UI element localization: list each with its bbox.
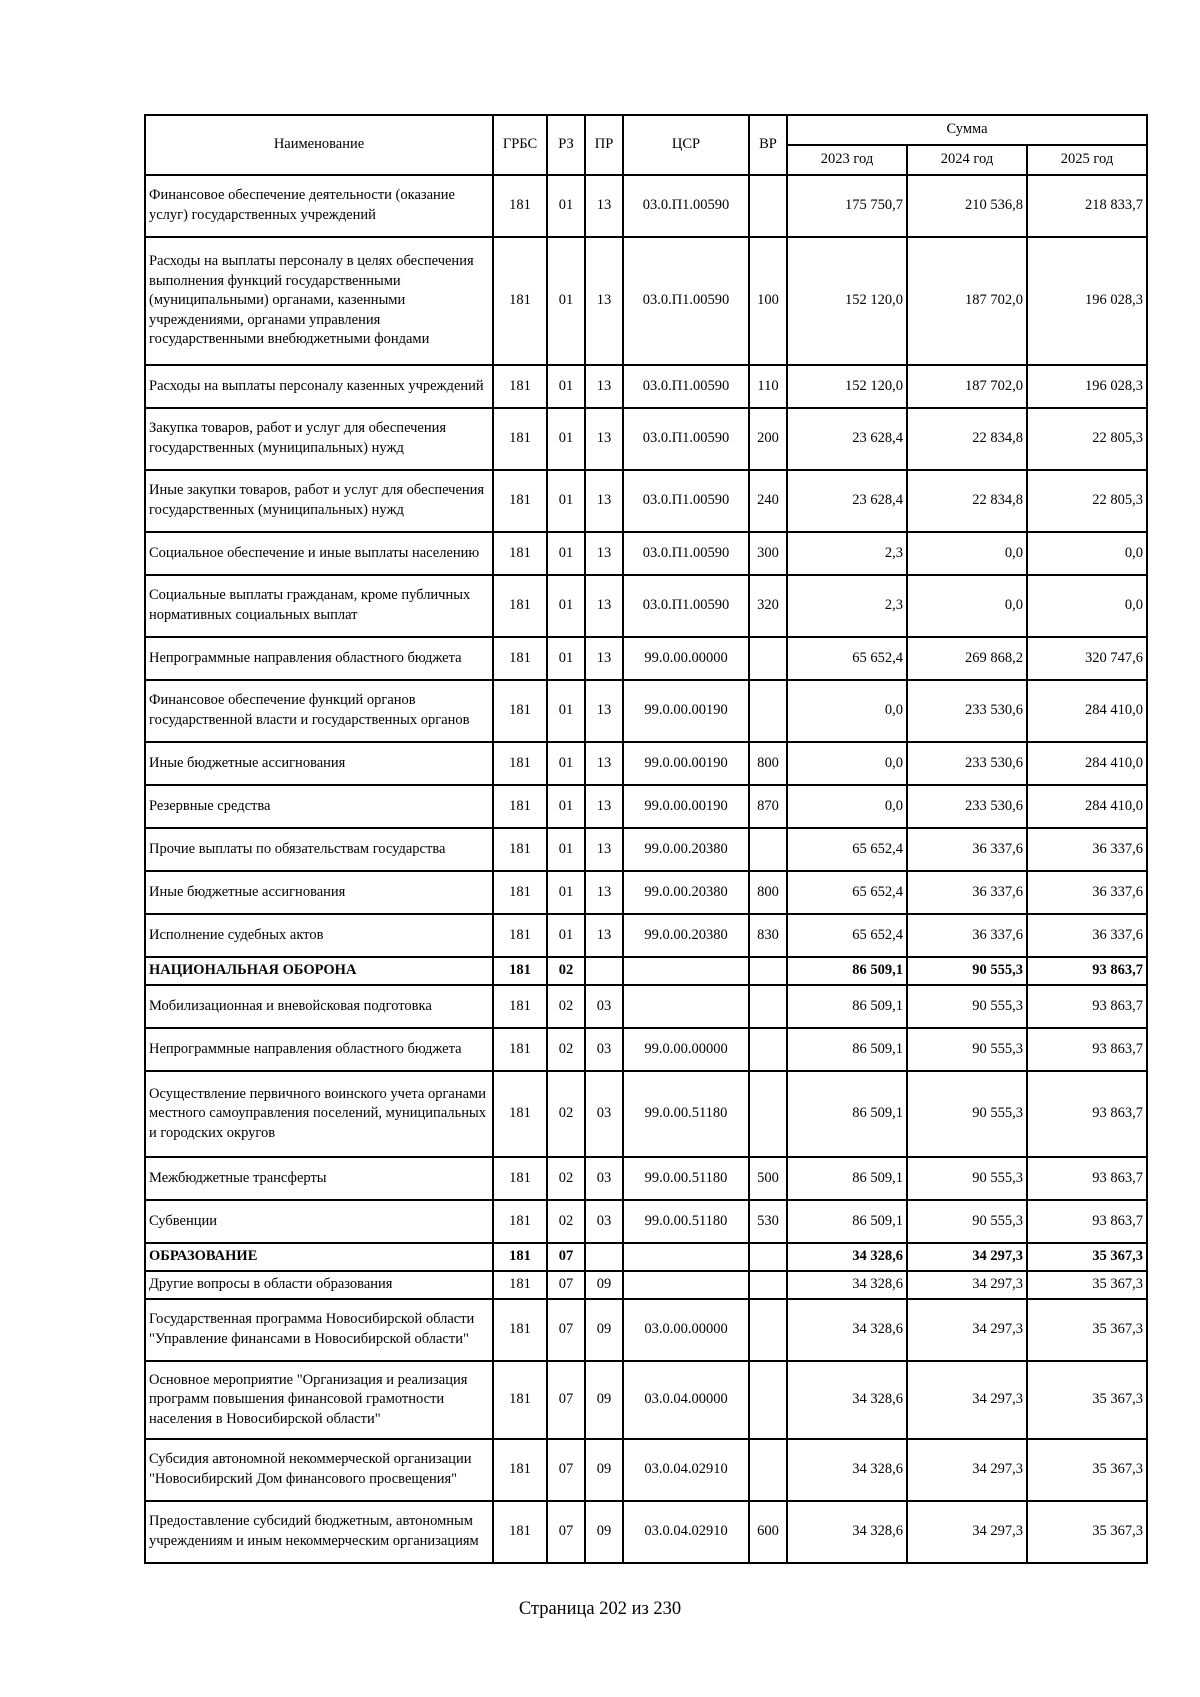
cell-name: Закупка товаров, работ и услуг для обеспечения государственных (муниципальных) нужд: [145, 408, 493, 470]
cell-name: Государственная программа Новосибирской области "Управление финансами в Новосибирской области": [145, 1299, 493, 1361]
cell-sum-2024: 34 297,3: [907, 1439, 1027, 1501]
cell-grbs: 181: [493, 575, 547, 637]
cell-name: Непрограммные направления областного бюджета: [145, 637, 493, 680]
cell-sum-2023: 0,0: [787, 680, 907, 742]
cell-sum-2023: 0,0: [787, 742, 907, 785]
cell-sum-2024: 90 555,3: [907, 985, 1027, 1028]
cell-vr: 800: [749, 742, 787, 785]
cell-vr: [749, 1271, 787, 1299]
budget-table: [144, 114, 1148, 1564]
cell-sum-2023: 2,3: [787, 532, 907, 575]
cell-vr: 800: [749, 871, 787, 914]
cell-sum-2024: 90 555,3: [907, 1200, 1027, 1243]
cell-rz: 01: [547, 680, 585, 742]
cell-sum-2023: 86 509,1: [787, 1157, 907, 1200]
cell-sum-2025: 35 367,3: [1027, 1271, 1147, 1299]
cell-vr: [749, 1028, 787, 1071]
cell-name: Иные бюджетные ассигнования: [145, 742, 493, 785]
cell-vr: [749, 957, 787, 985]
cell-csr: 99.0.00.51180: [623, 1200, 749, 1243]
cell-grbs: 181: [493, 237, 547, 365]
cell-sum-2025: 93 863,7: [1027, 1200, 1147, 1243]
cell-pr: 13: [585, 532, 623, 575]
cell-pr: 13: [585, 742, 623, 785]
header-year-2025: 2025 год: [1027, 145, 1147, 175]
cell-csr: [623, 957, 749, 985]
cell-csr: 99.0.00.51180: [623, 1071, 749, 1157]
cell-rz: 02: [547, 1028, 585, 1071]
cell-sum-2023: 86 509,1: [787, 1071, 907, 1157]
cell-csr: 03.0.П1.00590: [623, 470, 749, 532]
cell-name: Прочие выплаты по обязательствам государства: [145, 828, 493, 871]
cell-sum-2023: 65 652,4: [787, 871, 907, 914]
cell-sum-2025: 35 367,3: [1027, 1361, 1147, 1439]
cell-pr: 03: [585, 1071, 623, 1157]
cell-sum-2025: 284 410,0: [1027, 785, 1147, 828]
cell-grbs: 181: [493, 470, 547, 532]
cell-sum-2024: 233 530,6: [907, 785, 1027, 828]
cell-vr: [749, 1439, 787, 1501]
cell-csr: 99.0.00.00190: [623, 785, 749, 828]
table-row: [145, 914, 1147, 957]
cell-sum-2023: 34 328,6: [787, 1439, 907, 1501]
cell-rz: 01: [547, 828, 585, 871]
table-row: [145, 985, 1147, 1028]
table-row: [145, 680, 1147, 742]
cell-vr: 830: [749, 914, 787, 957]
cell-sum-2024: 269 868,2: [907, 637, 1027, 680]
header-name: Наименование: [145, 115, 493, 175]
cell-sum-2024: 90 555,3: [907, 957, 1027, 985]
cell-vr: [749, 175, 787, 237]
header-pr: ПР: [585, 115, 623, 175]
table-row: [145, 408, 1147, 470]
cell-rz: 01: [547, 532, 585, 575]
table-body: [145, 175, 1147, 1563]
cell-sum-2025: 284 410,0: [1027, 680, 1147, 742]
cell-grbs: 181: [493, 1243, 547, 1271]
cell-pr: 09: [585, 1299, 623, 1361]
cell-sum-2025: 93 863,7: [1027, 1028, 1147, 1071]
table-row: [145, 532, 1147, 575]
cell-grbs: 181: [493, 532, 547, 575]
table-row: [145, 1501, 1147, 1563]
cell-grbs: 181: [493, 871, 547, 914]
cell-csr: 03.0.00.00000: [623, 1299, 749, 1361]
table-row: [145, 637, 1147, 680]
cell-sum-2023: 34 328,6: [787, 1501, 907, 1563]
cell-name: Социальные выплаты гражданам, кроме публичных нормативных социальных выплат: [145, 575, 493, 637]
cell-sum-2025: 35 367,3: [1027, 1439, 1147, 1501]
cell-sum-2025: 196 028,3: [1027, 237, 1147, 365]
table-row: [145, 1439, 1147, 1501]
cell-sum-2024: 34 297,3: [907, 1361, 1027, 1439]
cell-grbs: 181: [493, 1501, 547, 1563]
cell-sum-2024: 36 337,6: [907, 914, 1027, 957]
cell-name: Расходы на выплаты персоналу в целях обеспечения выполнения функций государственными (муниципальными) органами, казенными учреждениями, органами управления государственными внебюджетными фондами: [145, 237, 493, 365]
cell-csr: [623, 985, 749, 1028]
cell-sum-2024: 233 530,6: [907, 742, 1027, 785]
cell-grbs: 181: [493, 1157, 547, 1200]
cell-rz: 07: [547, 1243, 585, 1271]
cell-name: Мобилизационная и вневойсковая подготовка: [145, 985, 493, 1028]
cell-grbs: 181: [493, 637, 547, 680]
cell-grbs: 181: [493, 1299, 547, 1361]
cell-sum-2024: 210 536,8: [907, 175, 1027, 237]
cell-rz: 07: [547, 1299, 585, 1361]
cell-name: НАЦИОНАЛЬНАЯ ОБОРОНА: [145, 957, 493, 985]
table-row: [145, 470, 1147, 532]
cell-rz: 01: [547, 237, 585, 365]
cell-pr: 13: [585, 680, 623, 742]
cell-csr: 99.0.00.00190: [623, 680, 749, 742]
cell-grbs: 181: [493, 1439, 547, 1501]
cell-sum-2023: 175 750,7: [787, 175, 907, 237]
cell-vr: [749, 680, 787, 742]
cell-rz: 07: [547, 1271, 585, 1299]
cell-name: Финансовое обеспечение функций органов государственной власти и государственных органов: [145, 680, 493, 742]
cell-pr: [585, 957, 623, 985]
cell-sum-2023: 0,0: [787, 785, 907, 828]
cell-sum-2024: 22 834,8: [907, 408, 1027, 470]
cell-csr: 03.0.П1.00590: [623, 237, 749, 365]
cell-sum-2025: 93 863,7: [1027, 957, 1147, 985]
cell-rz: 07: [547, 1501, 585, 1563]
cell-csr: 99.0.00.00190: [623, 742, 749, 785]
cell-name: Финансовое обеспечение деятельности (оказание услуг) государственных учреждений: [145, 175, 493, 237]
cell-pr: 09: [585, 1361, 623, 1439]
cell-pr: 09: [585, 1501, 623, 1563]
table-row: [145, 1071, 1147, 1157]
cell-sum-2023: 34 328,6: [787, 1271, 907, 1299]
cell-sum-2025: 36 337,6: [1027, 914, 1147, 957]
cell-vr: [749, 1243, 787, 1271]
cell-sum-2025: 93 863,7: [1027, 1157, 1147, 1200]
cell-csr: 03.0.04.02910: [623, 1501, 749, 1563]
cell-grbs: 181: [493, 680, 547, 742]
header-sum: Сумма: [787, 115, 1147, 145]
cell-sum-2024: 34 297,3: [907, 1243, 1027, 1271]
cell-sum-2024: 233 530,6: [907, 680, 1027, 742]
cell-rz: 01: [547, 470, 585, 532]
cell-name: Предоставление субсидий бюджетным, автономным учреждениям и иным некоммерческим организациям: [145, 1501, 493, 1563]
cell-vr: [749, 985, 787, 1028]
cell-name: Непрограммные направления областного бюджета: [145, 1028, 493, 1071]
cell-name: Иные бюджетные ассигнования: [145, 871, 493, 914]
cell-sum-2023: 2,3: [787, 575, 907, 637]
cell-sum-2025: 196 028,3: [1027, 365, 1147, 408]
cell-csr: [623, 1271, 749, 1299]
cell-vr: [749, 828, 787, 871]
cell-vr: 240: [749, 470, 787, 532]
cell-grbs: 181: [493, 914, 547, 957]
table-row: [145, 175, 1147, 237]
cell-pr: 13: [585, 828, 623, 871]
cell-vr: [749, 1299, 787, 1361]
cell-vr: 530: [749, 1200, 787, 1243]
cell-sum-2023: 34 328,6: [787, 1243, 907, 1271]
cell-grbs: 181: [493, 1071, 547, 1157]
cell-sum-2023: 23 628,4: [787, 408, 907, 470]
table-row: [145, 1299, 1147, 1361]
cell-vr: [749, 637, 787, 680]
cell-csr: 99.0.00.00000: [623, 637, 749, 680]
cell-sum-2024: 0,0: [907, 575, 1027, 637]
header-year-2024: 2024 год: [907, 145, 1027, 175]
cell-sum-2025: 22 805,3: [1027, 470, 1147, 532]
header-csr: ЦСР: [623, 115, 749, 175]
cell-pr: 13: [585, 575, 623, 637]
table-row: [145, 871, 1147, 914]
table-row: [145, 957, 1147, 985]
cell-sum-2024: 90 555,3: [907, 1028, 1027, 1071]
cell-sum-2023: 86 509,1: [787, 957, 907, 985]
table-row: [145, 785, 1147, 828]
cell-vr: [749, 1361, 787, 1439]
cell-rz: 01: [547, 365, 585, 408]
cell-rz: 02: [547, 985, 585, 1028]
cell-rz: 01: [547, 785, 585, 828]
cell-csr: 99.0.00.20380: [623, 914, 749, 957]
cell-grbs: 181: [493, 828, 547, 871]
cell-grbs: 181: [493, 742, 547, 785]
cell-grbs: 181: [493, 1028, 547, 1071]
cell-grbs: 181: [493, 985, 547, 1028]
cell-pr: 13: [585, 470, 623, 532]
cell-vr: 300: [749, 532, 787, 575]
cell-pr: 13: [585, 914, 623, 957]
cell-pr: 03: [585, 985, 623, 1028]
table-row: [145, 742, 1147, 785]
cell-sum-2025: 284 410,0: [1027, 742, 1147, 785]
cell-name: Субсидия автономной некоммерческой организации "Новосибирский Дом финансового просвещения": [145, 1439, 493, 1501]
table-row: [145, 237, 1147, 365]
cell-sum-2023: 152 120,0: [787, 237, 907, 365]
cell-vr: 500: [749, 1157, 787, 1200]
cell-rz: 01: [547, 408, 585, 470]
header-rz: РЗ: [547, 115, 585, 175]
cell-name: Осуществление первичного воинского учета органами местного самоуправления поселений, муниципальных и городских округов: [145, 1071, 493, 1157]
cell-rz: 01: [547, 914, 585, 957]
cell-name: Исполнение судебных актов: [145, 914, 493, 957]
cell-rz: 01: [547, 575, 585, 637]
cell-name: Другие вопросы в области образования: [145, 1271, 493, 1299]
cell-pr: [585, 1243, 623, 1271]
cell-rz: 07: [547, 1439, 585, 1501]
cell-sum-2024: 187 702,0: [907, 365, 1027, 408]
cell-pr: 13: [585, 637, 623, 680]
cell-sum-2024: 34 297,3: [907, 1501, 1027, 1563]
cell-csr: 03.0.04.00000: [623, 1361, 749, 1439]
cell-pr: 13: [585, 175, 623, 237]
cell-sum-2025: 0,0: [1027, 575, 1147, 637]
cell-sum-2024: 22 834,8: [907, 470, 1027, 532]
cell-sum-2025: 218 833,7: [1027, 175, 1147, 237]
cell-pr: 13: [585, 871, 623, 914]
cell-csr: 03.0.П1.00590: [623, 575, 749, 637]
cell-vr: 200: [749, 408, 787, 470]
cell-grbs: 181: [493, 1200, 547, 1243]
cell-name: Субвенции: [145, 1200, 493, 1243]
cell-rz: 02: [547, 957, 585, 985]
cell-pr: 13: [585, 237, 623, 365]
cell-pr: 03: [585, 1157, 623, 1200]
cell-csr: 99.0.00.20380: [623, 828, 749, 871]
cell-csr: 03.0.П1.00590: [623, 175, 749, 237]
cell-sum-2023: 34 328,6: [787, 1299, 907, 1361]
cell-sum-2023: 86 509,1: [787, 985, 907, 1028]
cell-vr: [749, 1071, 787, 1157]
cell-sum-2023: 65 652,4: [787, 828, 907, 871]
cell-grbs: 181: [493, 1271, 547, 1299]
cell-grbs: 181: [493, 957, 547, 985]
cell-grbs: 181: [493, 365, 547, 408]
cell-csr: [623, 1243, 749, 1271]
header-year-2023: 2023 год: [787, 145, 907, 175]
table-row: [145, 365, 1147, 408]
cell-sum-2025: 320 747,6: [1027, 637, 1147, 680]
cell-name: Основное мероприятие "Организация и реализация программ повышения финансовой грамотности населения в Новосибирской области": [145, 1361, 493, 1439]
cell-vr: 870: [749, 785, 787, 828]
cell-rz: 07: [547, 1361, 585, 1439]
cell-csr: 99.0.00.00000: [623, 1028, 749, 1071]
table-row: [145, 1271, 1147, 1299]
cell-rz: 02: [547, 1071, 585, 1157]
cell-csr: 03.0.П1.00590: [623, 532, 749, 575]
cell-name: Межбюджетные трансферты: [145, 1157, 493, 1200]
cell-grbs: 181: [493, 175, 547, 237]
cell-pr: 13: [585, 785, 623, 828]
cell-grbs: 181: [493, 785, 547, 828]
cell-vr: 600: [749, 1501, 787, 1563]
table-row: [145, 1157, 1147, 1200]
cell-sum-2023: 152 120,0: [787, 365, 907, 408]
header-vr: ВР: [749, 115, 787, 175]
cell-sum-2025: 93 863,7: [1027, 1071, 1147, 1157]
cell-sum-2023: 65 652,4: [787, 637, 907, 680]
cell-pr: 13: [585, 365, 623, 408]
cell-vr: 110: [749, 365, 787, 408]
cell-sum-2024: 90 555,3: [907, 1157, 1027, 1200]
cell-sum-2023: 23 628,4: [787, 470, 907, 532]
cell-sum-2025: 93 863,7: [1027, 985, 1147, 1028]
cell-name: Резервные средства: [145, 785, 493, 828]
cell-sum-2024: 34 297,3: [907, 1271, 1027, 1299]
table-row: [145, 1243, 1147, 1271]
cell-sum-2024: 36 337,6: [907, 871, 1027, 914]
cell-rz: 01: [547, 175, 585, 237]
table-row: [145, 575, 1147, 637]
cell-csr: 03.0.П1.00590: [623, 408, 749, 470]
cell-vr: 320: [749, 575, 787, 637]
cell-sum-2024: 36 337,6: [907, 828, 1027, 871]
cell-sum-2024: 90 555,3: [907, 1071, 1027, 1157]
cell-rz: 01: [547, 742, 585, 785]
cell-sum-2024: 0,0: [907, 532, 1027, 575]
cell-sum-2023: 65 652,4: [787, 914, 907, 957]
table-row: [145, 1361, 1147, 1439]
header-grbs: ГРБС: [493, 115, 547, 175]
cell-csr: 99.0.00.51180: [623, 1157, 749, 1200]
cell-pr: 09: [585, 1271, 623, 1299]
cell-name: ОБРАЗОВАНИЕ: [145, 1243, 493, 1271]
page-number: Страница 202 из 230: [518, 1599, 682, 1619]
cell-pr: 03: [585, 1200, 623, 1243]
cell-rz: 02: [547, 1200, 585, 1243]
cell-rz: 02: [547, 1157, 585, 1200]
cell-pr: 13: [585, 408, 623, 470]
cell-grbs: 181: [493, 1361, 547, 1439]
table-row: [145, 1200, 1147, 1243]
table-row: [145, 828, 1147, 871]
cell-grbs: 181: [493, 408, 547, 470]
cell-sum-2025: 35 367,3: [1027, 1501, 1147, 1563]
cell-sum-2025: 35 367,3: [1027, 1243, 1147, 1271]
cell-name: Расходы на выплаты персоналу казенных учреждений: [145, 365, 493, 408]
cell-sum-2025: 36 337,6: [1027, 871, 1147, 914]
cell-pr: 03: [585, 1028, 623, 1071]
cell-sum-2024: 34 297,3: [907, 1299, 1027, 1361]
cell-sum-2024: 187 702,0: [907, 237, 1027, 365]
cell-csr: 03.0.П1.00590: [623, 365, 749, 408]
cell-name: Иные закупки товаров, работ и услуг для обеспечения государственных (муниципальных) нужд: [145, 470, 493, 532]
cell-sum-2023: 34 328,6: [787, 1361, 907, 1439]
cell-sum-2025: 35 367,3: [1027, 1299, 1147, 1361]
cell-sum-2025: 36 337,6: [1027, 828, 1147, 871]
cell-sum-2025: 22 805,3: [1027, 408, 1147, 470]
cell-sum-2025: 0,0: [1027, 532, 1147, 575]
cell-rz: 01: [547, 871, 585, 914]
table-row: [145, 1028, 1147, 1071]
cell-rz: 01: [547, 637, 585, 680]
cell-sum-2023: 86 509,1: [787, 1028, 907, 1071]
cell-vr: 100: [749, 237, 787, 365]
cell-csr: 99.0.00.20380: [623, 871, 749, 914]
cell-name: Социальное обеспечение и иные выплаты населению: [145, 532, 493, 575]
cell-sum-2023: 86 509,1: [787, 1200, 907, 1243]
cell-pr: 09: [585, 1439, 623, 1501]
cell-csr: 03.0.04.02910: [623, 1439, 749, 1501]
